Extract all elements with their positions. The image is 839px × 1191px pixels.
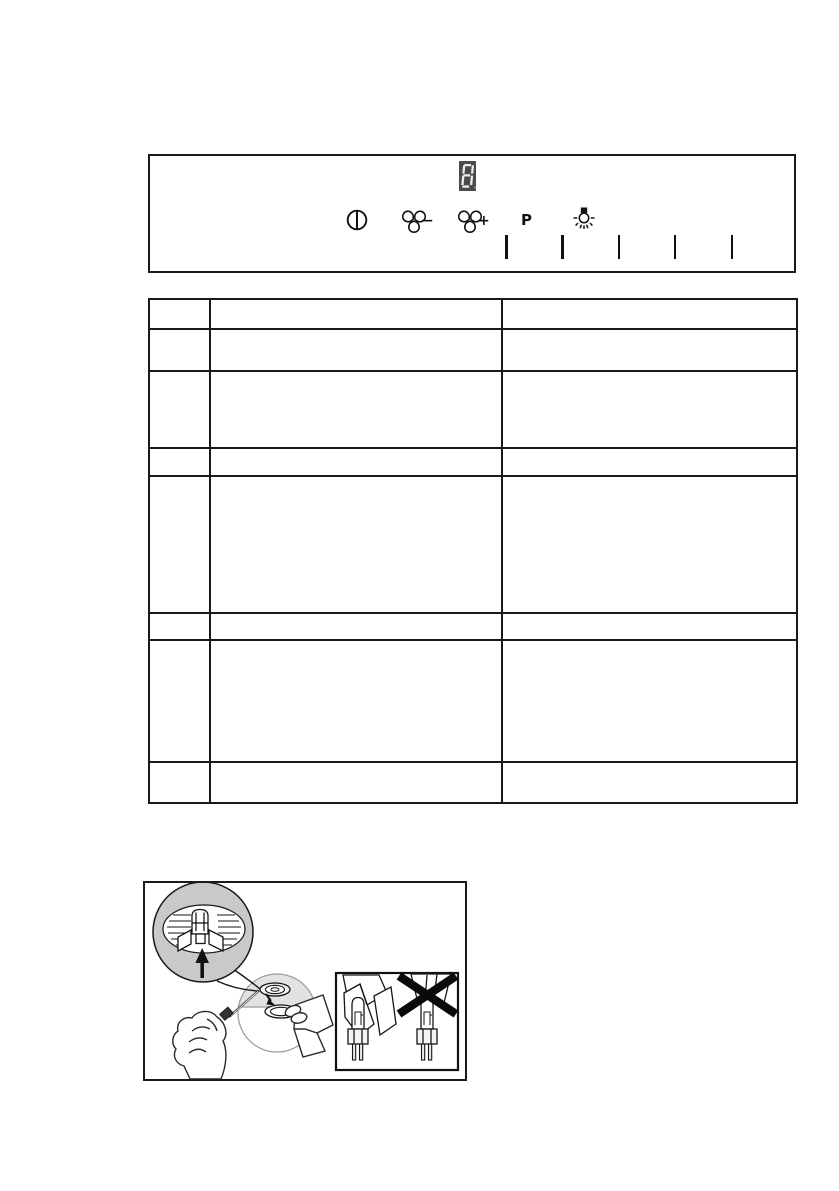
table-cell [502,299,797,329]
table-row [149,613,797,640]
table-cell [502,762,797,803]
table-cell [210,640,502,762]
table-row [149,640,797,762]
table-row [149,299,797,329]
light-tick-mark [731,235,733,259]
table-cell [210,371,502,448]
table-cell [149,448,210,476]
table-cell [149,299,210,329]
inset-box [336,973,458,1070]
table-row [149,371,797,448]
power-button [344,207,370,237]
table-cell [502,613,797,640]
minus-sign: − [422,213,434,229]
intensive-speed-button: P [521,211,532,229]
table-row [149,448,797,476]
table-cell [149,329,210,371]
table-cell [149,476,210,613]
lamp-replacement-illustration [143,881,467,1081]
control-panel-diagram [148,154,796,273]
table-cell [502,371,797,448]
troubleshooting-table [148,298,798,804]
table-row [149,762,797,803]
table-cell [502,640,797,762]
table-cell [502,476,797,613]
table-cell [149,371,210,448]
power-tick-mark [505,235,508,259]
fan-increase-tick-mark [618,235,620,259]
table-cell [149,613,210,640]
table-cell [210,613,502,640]
display-decimal-point [474,187,476,189]
table-cell [502,448,797,476]
table-cell [502,329,797,371]
table-cell [149,640,210,762]
light-button [571,206,597,239]
plus-sign: + [478,213,490,229]
table-row [149,476,797,613]
table-cell [210,299,502,329]
display-digit-8 [459,161,476,191]
seven-segment-display [459,161,476,191]
table-cell [210,329,502,371]
table-cell [210,762,502,803]
magnifier-balloon [153,883,260,991]
table-row [149,329,797,371]
left-hand [173,1011,226,1079]
fan-decrease-tick-mark [561,235,564,259]
power-icon [344,207,370,233]
table-cell [210,448,502,476]
table-cell [210,476,502,613]
light-icon [571,206,597,235]
intensive-tick-mark [674,235,676,259]
table-cell [149,762,210,803]
